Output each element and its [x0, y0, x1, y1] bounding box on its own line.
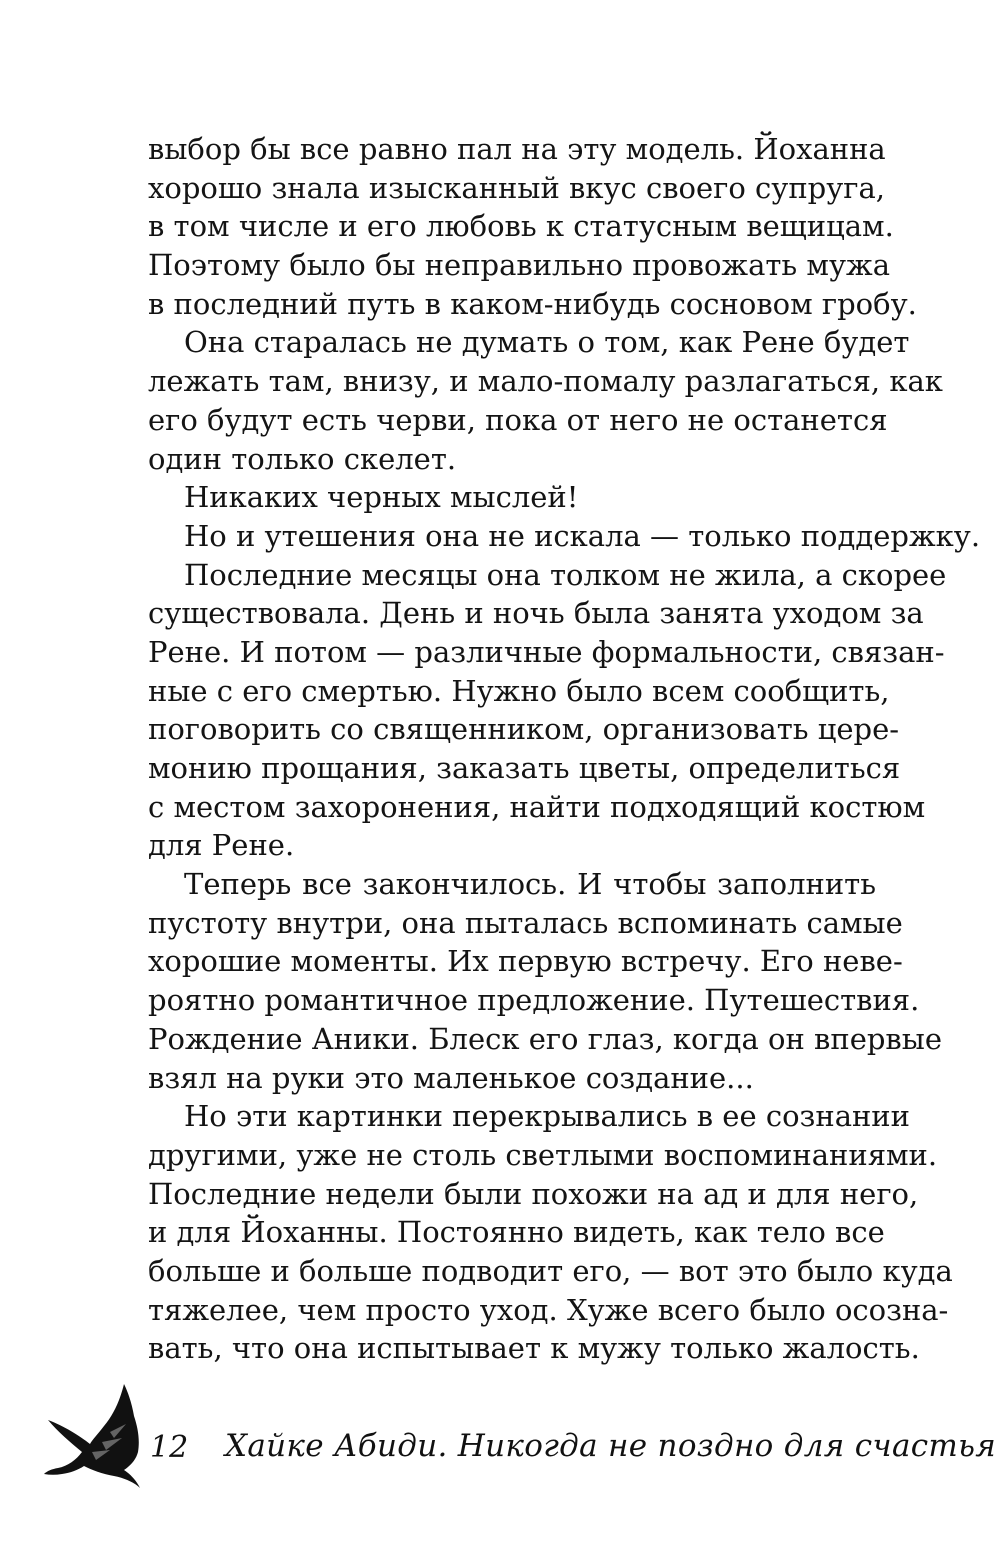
text-line: вать, что она испытывает к мужу только жалость.: [148, 1331, 920, 1366]
text-line: взял на руки это маленькое создание...: [148, 1060, 754, 1095]
text-line: хорошо знала изысканный вкус своего супруга,: [148, 170, 886, 205]
text-line: ные с его смертью. Нужно было всем сообщить,: [148, 673, 890, 708]
text-line: Рождение Аники. Блеск его глаз, когда он впервые: [148, 1021, 942, 1056]
text-line: пустоту внутри, она пыталась вспоминать самые: [148, 905, 903, 940]
text-line: роятно романтичное предложение. Путешествия.: [148, 983, 920, 1018]
text-line: хорошие моменты. Их первую встречу. Его неве-: [148, 944, 903, 979]
text-line: больше и больше подводит его, — вот это было куда: [148, 1253, 953, 1288]
text-line: для Рене.: [148, 828, 295, 863]
text-line: один только скелет.: [148, 441, 457, 476]
body-text: [148, 130, 981, 1368]
running-title: Хайке Абиди. Никогда не поздно для счастья: [225, 1428, 997, 1464]
text-line: лежать там, внизу, и мало-помалу разлагаться, как: [148, 364, 943, 399]
text-line: Последние недели были похожи на ад и для него,: [148, 1176, 919, 1211]
page-number: 12: [150, 1430, 189, 1465]
text-line: и для Йоханны. Постоянно видеть, как тело все: [148, 1215, 885, 1250]
text-line: Никаких черных мыслей!: [184, 480, 579, 515]
flying-bird-icon: [40, 1380, 150, 1500]
text-line: поговорить со священником, организовать цере-: [148, 712, 900, 747]
text-line: монию прощания, заказать цветы, определиться: [148, 751, 901, 785]
text-line: его будут есть черви, пока от него не останется: [148, 402, 888, 437]
text-line: другими, уже не столь светлыми воспоминаниями.: [148, 1137, 938, 1172]
text-line: Рене. И потом — различные формальности, связан-: [148, 634, 945, 669]
text-line: Последние месяцы она толком не жила, а скорее: [184, 557, 947, 592]
text-line: Но эти картинки перекрывались в ее сознании: [184, 1099, 910, 1134]
text-line: в последний путь в каком-нибудь сосновом гробу.: [148, 286, 917, 321]
text-line: выбор бы все равно пал на эту модель. Йоханна: [148, 132, 886, 166]
page-footer: [0, 1380, 1000, 1510]
text-line: Она старалась не думать о том, как Рене будет: [184, 325, 910, 360]
text-line: Но и утешения она не искала — только поддержку.: [184, 518, 981, 553]
text-line: Поэтому было бы неправильно провожать мужа: [148, 248, 891, 283]
text-line: с местом захоронения, найти подходящий костюм: [148, 789, 926, 824]
text-line: Теперь все закончилось. И чтобы заполнить: [184, 867, 876, 902]
text-line: существовала. День и ночь была занята уходом за: [148, 596, 924, 631]
text-line: тяжелее, чем просто уход. Хуже всего было осозна-: [148, 1292, 949, 1327]
text-line: в том числе и его любовь к статусным вещицам.: [148, 209, 894, 244]
